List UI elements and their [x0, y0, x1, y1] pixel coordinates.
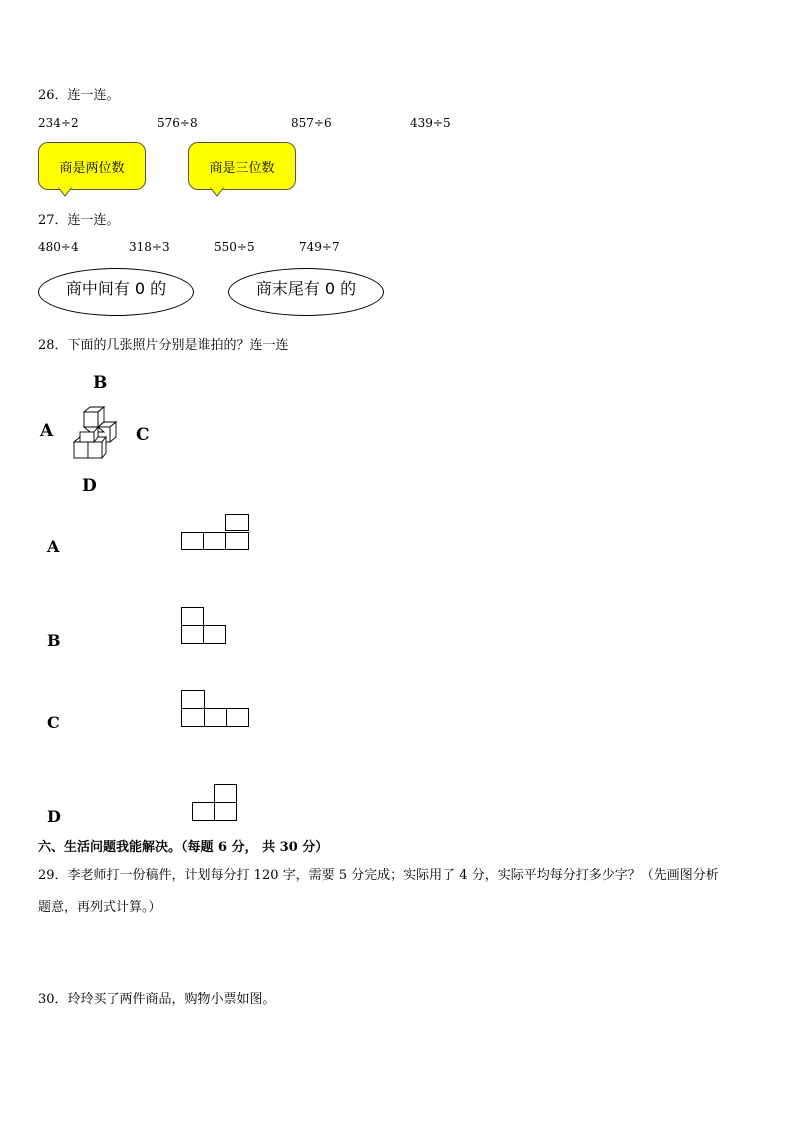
q27-expr-4[interactable]: 749÷7 — [299, 240, 340, 254]
view-c-square — [181, 708, 205, 727]
q26-expr-4[interactable]: 439÷5 — [410, 116, 451, 130]
q28-pos-right: C — [136, 425, 150, 445]
view-d-square — [214, 802, 237, 821]
q26-bubble-two-digit[interactable] — [38, 142, 146, 190]
q29-line-1: 29．李老师打一份稿件，计划每分打 120 字，需要 5 分完成；实际用了 4 分，实际平均每分打多少字？（先画图分析 — [38, 868, 719, 883]
cube-stack-figure — [70, 404, 122, 462]
q27-oval-end-zero-label: 商末尾有 0 的 — [255, 278, 357, 298]
q27-oval-end-zero[interactable] — [228, 268, 384, 316]
q26-expr-2[interactable]: 576÷8 — [157, 116, 198, 130]
view-a-square — [225, 514, 249, 531]
view-label-a: A — [47, 537, 60, 556]
q30-text: 30．玲玲买了两件商品，购物小票如图。 — [38, 992, 276, 1007]
q26-bubble-two-digit-label: 商是两位数 — [59, 160, 125, 176]
view-a-square — [225, 532, 249, 550]
section-heading: 六、生活问题我能解决。（每题 6 分， 共 30 分） — [38, 840, 329, 855]
view-c-square — [181, 690, 205, 709]
q26-expr-3[interactable]: 857÷6 — [291, 116, 332, 130]
view-d-square — [214, 784, 237, 803]
view-b-square — [181, 625, 204, 644]
view-b-square — [181, 607, 204, 626]
view-d-square — [192, 802, 215, 821]
view-c-square — [204, 708, 227, 727]
q26-expr-1[interactable]: 234÷2 — [38, 116, 79, 130]
q26-bubble-tail-1 — [58, 187, 74, 197]
view-c-square — [226, 708, 249, 727]
q28-pos-bottom: D — [82, 476, 97, 496]
q28-title: 28．下面的几张照片分别是谁拍的？连一连 — [38, 338, 289, 353]
q27-title: 27．连一连。 — [38, 213, 120, 228]
view-label-d: D — [47, 807, 61, 826]
q26-bubble-three-digit[interactable] — [188, 142, 296, 190]
q27-expr-3[interactable]: 550÷5 — [214, 240, 255, 254]
q26-bubble-tail-2 — [210, 187, 226, 197]
q26-title: 26．连一连。 — [38, 88, 120, 103]
q28-pos-top: B — [93, 373, 108, 393]
q26-bubble-three-digit-label: 商是三位数 — [209, 160, 275, 176]
q27-expr-2[interactable]: 318÷3 — [129, 240, 170, 254]
view-a-square — [203, 532, 226, 550]
q28-pos-left: A — [40, 421, 54, 441]
view-label-c: C — [47, 713, 60, 732]
view-b-square — [203, 625, 226, 644]
q27-oval-middle-zero[interactable] — [38, 268, 194, 316]
q27-expr-1[interactable]: 480÷4 — [38, 240, 79, 254]
view-a-square — [181, 532, 204, 550]
view-label-b: B — [47, 631, 61, 650]
q27-oval-middle-zero-label: 商中间有 0 的 — [65, 278, 167, 298]
q29-line-2: 题意，再列式计算。） — [38, 900, 162, 915]
